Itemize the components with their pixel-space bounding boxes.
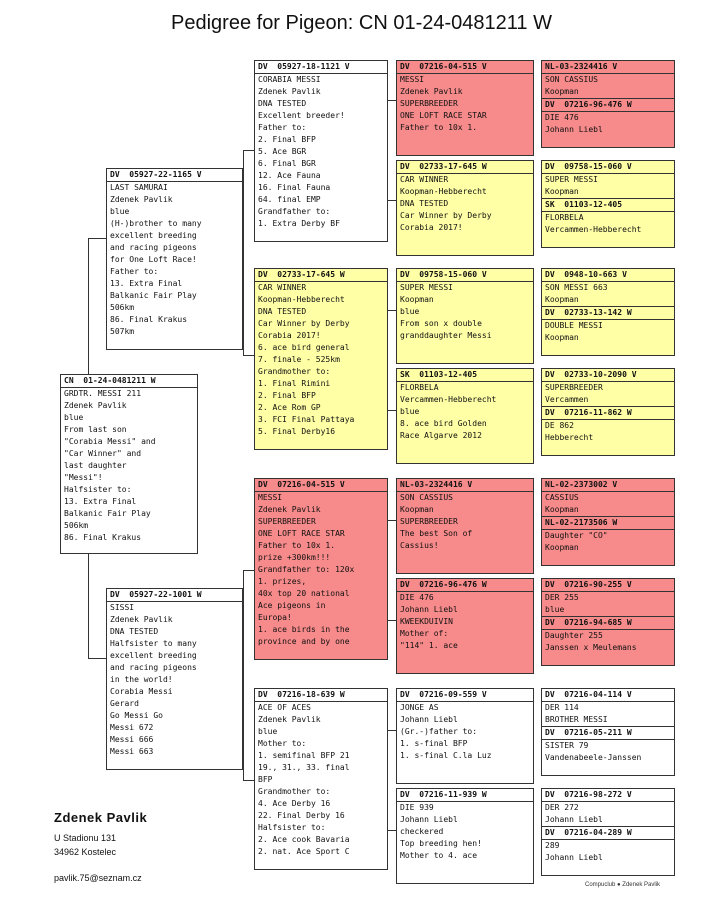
info-line: Go Messi Go	[110, 711, 163, 720]
info-line: "Car Winner" and	[64, 449, 142, 458]
ancestor-pair-card[interactable]	[541, 788, 675, 876]
info-line: SISSI	[110, 603, 135, 612]
info-line: Koopman	[545, 187, 579, 196]
info-line: checkered	[400, 827, 444, 836]
info-line: DIE 476	[400, 593, 434, 602]
info-line: Mother of:	[400, 629, 449, 638]
connector-line	[88, 658, 106, 659]
connector-line	[243, 355, 254, 356]
info-line: Daughter 255	[545, 631, 603, 640]
ancestor-pair-card[interactable]	[541, 478, 675, 566]
info-line: Koopman-Hebberecht	[258, 295, 345, 304]
ring-number: NL-02-2373002 V	[542, 479, 674, 492]
connector-line	[388, 730, 396, 731]
info-line: 86. Final Krakus	[110, 315, 188, 324]
info-line: BFP	[258, 775, 273, 784]
connector-line	[388, 100, 396, 101]
info-line: Daughter "CO"	[545, 531, 608, 540]
info-line: Koopman	[545, 295, 579, 304]
info-line: Vercammen-Hebberecht	[545, 225, 642, 234]
info-line: blue	[400, 407, 420, 416]
ring-number: DV 07216-96-476 W	[542, 98, 674, 112]
info-line: 13. Extra Final	[110, 279, 183, 288]
ring-number: SK 01103-12-405	[397, 369, 533, 382]
info-line: 13. Extra Final	[64, 497, 137, 506]
info-line: DIE 476	[545, 113, 579, 122]
info-line: Johann Liebl	[400, 605, 458, 614]
info-line: Europa!	[258, 613, 292, 622]
info-line: 7. finale - 525km	[258, 355, 340, 364]
breeder-street: U Stadionu 131	[54, 833, 117, 843]
info-line: KWEEKDUIVIN	[400, 617, 453, 626]
info-line: blue	[400, 307, 420, 316]
ring-number: DV 07216-04-515 V	[255, 479, 387, 492]
ring-number: DV 07216-04-515 V	[397, 61, 533, 74]
info-line: MESSI	[258, 493, 283, 502]
info-line: 2. nat. Ace Sport C	[258, 847, 350, 856]
info-line: Johann Liebl	[400, 715, 458, 724]
ancestor-pair-card[interactable]	[541, 578, 675, 666]
ring-number: DV 07216-18-639 W	[255, 689, 387, 702]
info-line: 506km	[110, 303, 135, 312]
info-line: excellent breeding	[110, 651, 197, 660]
ring-number: DV 07216-05-211 W	[542, 726, 674, 740]
ring-number: DV 05927-22-1165 V	[107, 169, 242, 182]
info-line: 2. Final BFP	[258, 135, 316, 144]
connector-line	[243, 780, 254, 781]
info-line: 3. FCI Final Pattaya	[258, 415, 355, 424]
info-line: Koopman	[545, 505, 579, 514]
info-line: DER 272	[545, 803, 579, 812]
info-line: blue	[64, 413, 84, 422]
info-line: SUPERBREEDER	[400, 517, 458, 526]
info-line: Koopman	[545, 87, 579, 96]
info-line: Corabia 2017!	[400, 223, 463, 232]
great-grandparent-card[interactable]	[396, 788, 534, 884]
info-line: SUPER MESSI	[400, 283, 453, 292]
info-line: ONE LOFT RACE STAR	[258, 529, 345, 538]
ring-number: DV 07216-11-939 W	[397, 789, 533, 802]
info-line: 1. Final Rimini	[258, 379, 331, 388]
ring-number: DV 07216-98-272 V	[542, 789, 674, 802]
info-line: Balkanic Fair Play	[64, 509, 151, 518]
info-line: LAST SAMURAI	[110, 183, 168, 192]
info-line: Zdenek Pavlik	[258, 505, 321, 514]
info-line: DE 862	[545, 421, 574, 430]
info-line: Gerard	[110, 699, 139, 708]
ring-number: DV 02733-17-645 W	[255, 269, 387, 282]
info-line: CASSIUS	[545, 493, 579, 502]
info-line: Car Winner by Derby	[400, 211, 492, 220]
great-grandparent-card[interactable]	[396, 478, 534, 574]
ring-number: DV 02733-17-645 W	[397, 161, 533, 174]
info-line: SON CASSIUS	[545, 75, 598, 84]
info-line: Car Winner by Derby	[258, 319, 350, 328]
info-line: 19., 31., 33. final	[258, 763, 350, 772]
info-line: DNA TESTED	[110, 627, 159, 636]
info-line: DOUBLE MESSI	[545, 321, 603, 330]
great-grandparent-card[interactable]	[396, 578, 534, 674]
ring-number: DV 07216-90-255 V	[542, 579, 674, 592]
info-line: SUPER MESSI	[545, 175, 598, 184]
info-line: Vandenabeele-Janssen	[545, 753, 642, 762]
info-line: 289	[545, 841, 560, 850]
info-line: Halfsister to:	[258, 823, 326, 832]
info-line: Halfsister to many	[110, 639, 197, 648]
great-grandparent-card[interactable]	[396, 688, 534, 784]
info-line: 1. ace birds in the	[258, 625, 350, 634]
info-line: 507km	[110, 327, 135, 336]
info-line: 86. Final Krakus	[64, 533, 142, 542]
info-line: "114" 1. ace	[400, 641, 458, 650]
ancestor-pair-card[interactable]	[541, 688, 675, 776]
info-line: for One Loft Race!	[110, 255, 197, 264]
info-line: Koopman-Hebberecht	[400, 187, 487, 196]
info-line: Mother to 4. ace	[400, 851, 478, 860]
ring-number: DV 07216-09-559 V	[397, 689, 533, 702]
info-line: CORABIA MESSI	[258, 75, 321, 84]
info-line: SON MESSI 663	[545, 283, 608, 292]
ancestor-pair-card[interactable]	[541, 368, 675, 456]
grandsire-paternal-card[interactable]	[254, 60, 388, 242]
connector-line	[388, 520, 396, 521]
info-line: "Messi"!	[64, 473, 103, 482]
info-line: 16. Final Fauna	[258, 183, 331, 192]
info-line: 1. Extra Derby BF	[258, 219, 340, 228]
info-line: Father to 10x 1.	[258, 541, 336, 550]
info-line: last daughter	[64, 461, 127, 470]
info-line: Father to:	[110, 267, 159, 276]
info-line: Hebberecht	[545, 433, 594, 442]
info-line: Mother to:	[258, 739, 307, 748]
info-line: Zdenek Pavlik	[110, 195, 173, 204]
info-line: Cassius!	[400, 541, 439, 550]
info-line: Messi 672	[110, 723, 154, 732]
ring-number: DV 02733-10-2090 V	[542, 369, 674, 382]
info-line: 6. Final BGR	[258, 159, 316, 168]
info-line: blue	[110, 207, 130, 216]
info-line: ONE LOFT RACE STAR	[400, 111, 487, 120]
ring-number: DV 09758-15-060 V	[542, 161, 674, 174]
info-line: in the world!	[110, 675, 173, 684]
info-line: 506km	[64, 521, 89, 530]
info-line: MESSI	[400, 75, 425, 84]
info-line: DNA TESTED	[400, 199, 449, 208]
ancestor-pair-card[interactable]	[541, 160, 675, 248]
info-line: Koopman	[545, 543, 579, 552]
info-line: 4. Ace Derby 16	[258, 799, 331, 808]
info-line: Messi 666	[110, 735, 154, 744]
granddam-maternal-card[interactable]	[254, 688, 388, 870]
info-line: FLORBELA	[545, 213, 584, 222]
info-line: Janssen x Meulemans	[545, 643, 637, 652]
connector-line	[88, 554, 89, 658]
info-line: FLORBELA	[400, 383, 439, 392]
great-grandparent-card[interactable]	[396, 160, 534, 256]
ring-number: DV 02733-13-142 W	[542, 306, 674, 320]
connector-line	[388, 310, 396, 311]
ring-number: DV 07216-96-476 W	[397, 579, 533, 592]
info-line: Johann Liebl	[400, 815, 458, 824]
info-line: The best Son of	[400, 529, 473, 538]
info-line: prize +300km!!!	[258, 553, 331, 562]
info-line: 1. semifinal BFP 21	[258, 751, 350, 760]
great-grandparent-card[interactable]	[396, 268, 534, 364]
info-line: SUPERBREEDER	[545, 383, 603, 392]
info-line: excellent breeding	[110, 231, 197, 240]
breeder-info	[54, 810, 147, 883]
ring-number: SK 01103-12-405	[542, 198, 674, 212]
info-line: Grandfather to: 120x	[258, 565, 355, 574]
info-line: Zdenek Pavlik	[258, 715, 321, 724]
info-line: Corabia Messi	[110, 687, 173, 696]
info-line: Koopman	[400, 505, 434, 514]
info-line: "Corabia Messi" and	[64, 437, 156, 446]
info-line: Father to:	[258, 123, 307, 132]
ring-number: DV 07216-04-289 W	[542, 826, 674, 840]
info-line: CAR WINNER	[258, 283, 307, 292]
great-grandparent-card[interactable]	[396, 368, 534, 464]
info-line: DER 114	[545, 703, 579, 712]
ring-number: DV 05927-18-1121 V	[255, 61, 387, 74]
info-line: Ace pigeons in	[258, 601, 326, 610]
great-grandparent-card[interactable]	[396, 60, 534, 156]
info-line: DNA TESTED	[258, 99, 307, 108]
info-line: DER 255	[545, 593, 579, 602]
connector-line	[388, 410, 396, 411]
info-line: Balkanic Fair Play	[110, 291, 197, 300]
info-line: 64. final EMP	[258, 195, 321, 204]
ring-number: DV 07216-04-114 V	[542, 689, 674, 702]
info-line: 2. Final BFP	[258, 391, 316, 400]
info-line: Halfsister to:	[64, 485, 132, 494]
connector-line	[243, 570, 244, 780]
ring-number: DV 09758-15-060 V	[397, 269, 533, 282]
info-line: Race Algarve 2012	[400, 431, 482, 440]
info-line: Top breeding hen!	[400, 839, 482, 848]
info-line: Messi 663	[110, 747, 154, 756]
info-line: 8. ace bird Golden	[400, 419, 487, 428]
info-line: Koopman	[545, 333, 579, 342]
info-line: SUPERBREEDER	[258, 517, 316, 526]
info-line: 1. s-final C.la Luz	[400, 751, 492, 760]
ring-number: DV 07216-94-685 W	[542, 616, 674, 630]
info-line: 22. Final Derby 16	[258, 811, 345, 820]
info-line: Corabia 2017!	[258, 331, 321, 340]
connector-line	[88, 238, 106, 239]
info-line: Johann Liebl	[545, 815, 603, 824]
sire-card[interactable]	[106, 168, 243, 350]
ring-number: DV 05927-22-1001 W	[107, 589, 242, 602]
connector-line	[388, 830, 396, 831]
connector-line	[388, 620, 396, 621]
ring-number: DV 07216-11-862 W	[542, 406, 674, 420]
connector-line	[243, 150, 244, 355]
info-line: SUPERBREEDER	[400, 99, 458, 108]
info-line: Zdenek Pavlik	[400, 87, 463, 96]
info-line: Grandmother to:	[258, 367, 331, 376]
info-line: and racing pigeons	[110, 243, 197, 252]
page-title: Pedigree for Pigeon: CN 01-24-0481211 W	[171, 12, 552, 34]
dam-card[interactable]	[106, 588, 243, 770]
ring-number: NL-02-2173506 W	[542, 516, 674, 530]
info-line: 1. s-final BFP	[400, 739, 468, 748]
ring-number: DV 0948-10-663 V	[542, 269, 674, 282]
info-line: BROTHER MESSI	[545, 715, 608, 724]
info-line: Excellent breeder!	[258, 111, 345, 120]
info-line: DNA TESTED	[258, 307, 307, 316]
info-line: From son x double	[400, 319, 482, 328]
info-line: blue	[545, 605, 565, 614]
connector-line	[243, 570, 254, 571]
breeder-email[interactable]: pavlik.75@seznam.cz	[54, 873, 142, 883]
info-line: 5. Final Derby16	[258, 427, 336, 436]
info-line: Zdenek Pavlik	[110, 615, 173, 624]
info-line: CAR WINNER	[400, 175, 449, 184]
ancestor-pair-card[interactable]	[541, 268, 675, 356]
info-line: Vercammen	[545, 395, 589, 404]
info-line: GRDTR. MESSI 211	[64, 389, 142, 398]
info-line: province and by one	[258, 637, 350, 646]
info-line: Johann Liebl	[545, 125, 603, 134]
info-line: From last son	[64, 425, 127, 434]
info-line: 6. ace bird general	[258, 343, 350, 352]
info-line: JONGE AS	[400, 703, 439, 712]
info-line: Vercammen-Hebberecht	[400, 395, 497, 404]
subject-pigeon-card[interactable]	[60, 374, 198, 554]
info-line: 12. Ace Fauna	[258, 171, 321, 180]
connector-line	[388, 200, 396, 201]
ring-number: CN 01-24-0481211 W	[61, 375, 197, 388]
info-line: Koopman	[400, 295, 434, 304]
info-line: SISTER 79	[545, 741, 589, 750]
info-line: Grandfather to:	[258, 207, 331, 216]
ancestor-pair-card[interactable]	[541, 60, 675, 148]
info-line: Zdenek Pavlik	[258, 87, 321, 96]
info-line: blue	[258, 727, 278, 736]
ring-number: NL-03-2324416 V	[397, 479, 533, 492]
info-line: and racing pigeons	[110, 663, 197, 672]
info-line: granddaughter Messi	[400, 331, 492, 340]
info-line: Grandmother to:	[258, 787, 331, 796]
connector-line	[243, 150, 254, 151]
info-line: SON CASSIUS	[400, 493, 453, 502]
breeder-city: 34962 Kostelec	[54, 847, 117, 857]
info-line: 1. prizes,	[258, 577, 307, 586]
grandsire-maternal-card[interactable]	[254, 478, 388, 660]
info-line: Father to 10x 1.	[400, 123, 478, 132]
breeder-name: Zdenek Pavlik	[54, 810, 148, 825]
info-line: ACE OF ACES	[258, 703, 311, 712]
granddam-paternal-card[interactable]	[254, 268, 388, 450]
connector-line	[88, 238, 89, 374]
info-line: 40x top 20 national	[258, 589, 350, 598]
info-line: Zdenek Pavlik	[64, 401, 127, 410]
info-line: 2. Ace Rom GP	[258, 403, 321, 412]
info-line: (Gr.-)father to:	[400, 727, 478, 736]
info-line: DIE 939	[400, 803, 434, 812]
info-line: (H-)brother to many	[110, 219, 202, 228]
info-line: Johann Liebl	[545, 853, 603, 862]
info-line: 5. Ace BGR	[258, 147, 307, 156]
footer-credit: Compuclub ● Zdenek Pavlik	[585, 882, 660, 888]
info-line: 2. Ace cook Bavaria	[258, 835, 350, 844]
ring-number: NL-03-2324416 V	[542, 61, 674, 74]
